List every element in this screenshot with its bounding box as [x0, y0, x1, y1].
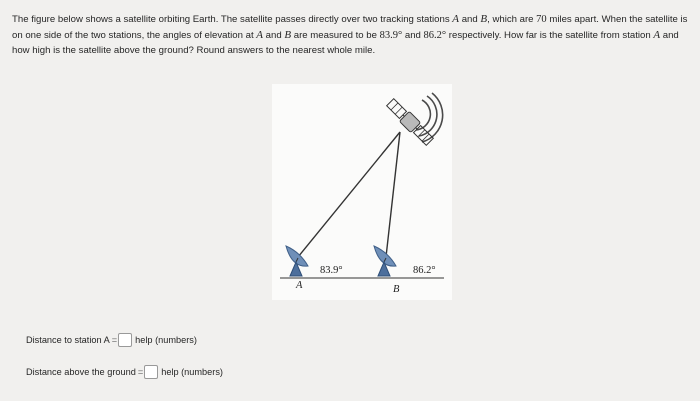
angle-b-label: 86.2°	[413, 265, 436, 276]
station-b-label: B	[393, 284, 400, 295]
problem-text: and	[459, 14, 481, 25]
distance-value: 70	[536, 14, 547, 25]
dish-antenna-icon	[374, 246, 396, 276]
problem-statement	[12, 12, 692, 59]
height-label: Distance above the ground	[26, 367, 136, 377]
var-a: A	[256, 28, 264, 41]
problem-text: The figure below shows a satellite orbiting Earth. The satellite passes directly over two tracking stations	[12, 14, 453, 25]
equals-sign: =	[137, 367, 144, 377]
help-numbers-link[interactable]: help (numbers)	[161, 367, 223, 377]
sight-line-a	[298, 132, 400, 257]
angle-b-value: 86.2°	[423, 29, 447, 41]
distance-input[interactable]	[118, 333, 132, 347]
problem-text: , which are	[487, 14, 537, 25]
problem-text: miles apart. When the satellite is on one side of the two stations, the angles of elevation at	[12, 14, 688, 41]
distance-label: Distance to station A	[26, 335, 110, 345]
problem-text: and	[263, 29, 285, 41]
station-a-label: A	[296, 280, 303, 291]
height-answer-row	[26, 365, 223, 379]
var-a: A	[653, 28, 661, 41]
angle-a-value: 83.9°	[379, 29, 403, 41]
problem-text: and how high is the satellite above the ground? Round answers to the nearest whole mile.	[12, 29, 679, 56]
var-b: B	[480, 13, 488, 25]
problem-text: are measured to be	[291, 29, 380, 41]
help-numbers-link[interactable]: help (numbers)	[135, 335, 197, 345]
equals-sign: =	[111, 335, 118, 345]
dish-antenna-icon	[286, 246, 308, 276]
problem-text: respectively. How far is the satellite from station	[446, 29, 654, 41]
satellite-figure	[272, 84, 452, 300]
angle-a-label: 83.9°	[320, 265, 343, 276]
var-a: A	[452, 13, 460, 25]
height-input[interactable]	[144, 365, 158, 379]
sight-line-b	[386, 132, 400, 257]
distance-answer-row	[26, 333, 197, 347]
problem-text: and	[402, 29, 424, 41]
var-b: B	[284, 28, 292, 41]
